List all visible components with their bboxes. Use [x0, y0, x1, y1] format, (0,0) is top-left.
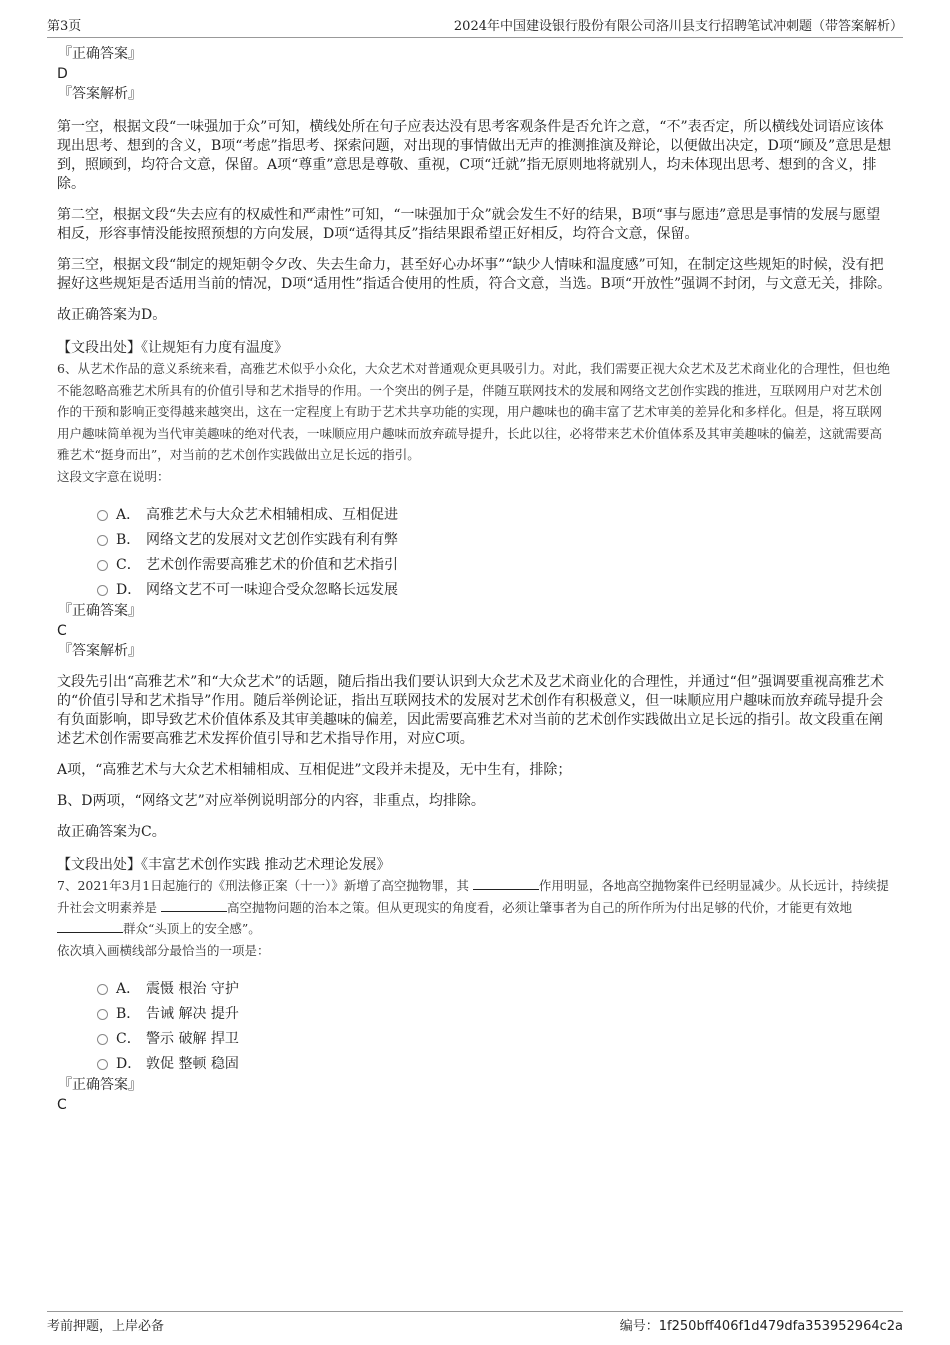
- answer-label: 『正确答案』: [58, 1077, 142, 1093]
- analysis-paragraph: A项，“高雅艺术与大众艺术相辅相成、互相促进”文段并未提及，无中生有，排除；: [57, 762, 572, 778]
- analysis-paragraph: 文段先引出“高雅艺术”和“大众艺术”的话题，随后指出我们要认识到大众艺术及艺术商业化的合理性，并通过“但”强调要重视高雅艺术的“价值引导和艺术指导”作用。随后举例论证，指出互联网技术的发展对艺术创作有积极意义，但一味顺应用户趣味而放弃疏导提升会有负面影响，即导致艺术价值体系及其审美趣味的偏差，因此需要高雅艺术对当前的艺术创作实践做出立足长远的指引。故文段重在阐述艺术创作需要高雅艺术发挥价值引导和艺术指导作用，对应C项。: [57, 674, 884, 747]
- option-d[interactable]: D． 敦促 整顿 稳固: [97, 1050, 893, 1075]
- question-prompt: 依次填入画横线部分最恰当的一项是：: [57, 942, 270, 958]
- option-list: [97, 975, 893, 1075]
- answer-label: 『正确答案』: [58, 46, 142, 62]
- radio-icon[interactable]: [97, 510, 108, 521]
- analysis-conclusion: 故正确答案为C。: [57, 824, 166, 840]
- passage-source: 【文段出处】《让规矩有力度有温度》: [57, 340, 288, 356]
- page-header: [47, 14, 903, 38]
- correct-answer: C: [57, 623, 67, 639]
- analysis-paragraph: 第三空，根据文段“制定的规矩朝令夕改、失去生命力，甚至好心办坏事”“缺少人情味和温度感”可知，在制定这些规矩的时候，没有把握好这些规矩是否适用当前的情况，D项“适用性”指适合使用的性质，符合文意，当选。B项“开放性”强调不封闭，与文意无关，排除。: [57, 257, 892, 292]
- fill-blank: [473, 877, 539, 890]
- radio-icon[interactable]: [97, 1009, 108, 1020]
- option-a[interactable]: A． 震慑 根治 守护: [97, 975, 893, 1000]
- option-d[interactable]: D． 网络文艺不可一味迎合受众忽略长远发展: [97, 576, 893, 601]
- option-c[interactable]: C． 警示 破解 捍卫: [97, 1025, 893, 1050]
- page-footer: [47, 1311, 903, 1334]
- analysis-paragraph: 第二空，根据文段“失去应有的权威性和严肃性”可知，“一味强加于众”就会发生不好的结果，B项“事与愿违”意思是事情的发展与愿望相反，形容事情没能按照预想的方向发展，D项“适得其反”指结果跟希望正好相反，均符合文意，保留。: [57, 207, 881, 242]
- radio-icon[interactable]: [97, 1059, 108, 1070]
- fill-blank: [161, 899, 227, 912]
- page-number: 第3页: [47, 19, 82, 34]
- option-b[interactable]: B． 告诫 解决 提升: [97, 1000, 893, 1025]
- analysis-label: 『答案解析』: [58, 86, 142, 102]
- document-title: 2024年中国建设银行股份有限公司洛川县支行招聘笔试冲刺题（带答案解析）: [453, 19, 903, 34]
- question-prompt: 这段文字意在说明：: [57, 468, 170, 484]
- correct-answer: D: [57, 66, 68, 82]
- correct-answer: C: [57, 1097, 67, 1113]
- answer-label: 『正确答案』: [58, 603, 142, 619]
- radio-icon[interactable]: [97, 535, 108, 546]
- option-a[interactable]: A． 高雅艺术与大众艺术相辅相成、互相促进: [97, 501, 893, 526]
- footer-slogan: 考前押题，上岸必备: [47, 1319, 165, 1334]
- radio-icon[interactable]: [97, 984, 108, 995]
- analysis-paragraph: 第一空，根据文段“一味强加于众”可知，横线处所在句子应表达没有思考客观条件是否允许之意，“不”表否定，所以横线处词语应该体现出思考、想到的含义，B项“考虑”指思考、探索问题，对出现的事情做出无声的推测推演及辩论，以便做出决定，D项“顾及”意思是想到，照顾到，均符合文意，保留。A项“尊重”意思是尊敬、重视，C项“迁就”指无原则地将就别人，均未体现出思考、想到的含义，排除。: [57, 119, 892, 192]
- question-stem: 7、2021年3月1日起施行的《刑法修正案（十一）》新增了高空抛物罪，其 作用明显，各地高空抛物案件已经明显减少。从长远计，持续提升社会文明素养是 高空抛物问题的治本之策。但从更现实的角度看，必须让肇事者为自己的所作所为付出足够的代价，才能更有效地 群众“头顶上的安全感”。: [57, 878, 889, 936]
- radio-icon[interactable]: [97, 560, 108, 571]
- radio-icon[interactable]: [97, 1034, 108, 1045]
- option-c[interactable]: C． 艺术创作需要高雅艺术的价值和艺术指引: [97, 551, 893, 576]
- question-stem: 6、从艺术作品的意义系统来看，高雅艺术似乎小众化，大众艺术对普通观众更具吸引力。对此，我们需要正视大众艺术及艺术商业化的合理性，但也绝不能忽略高雅艺术所具有的价值引导和艺术指导的作用。一个突出的例子是，伴随互联网技术的发展和网络文艺创作实践的推进，互联网用户对艺术创作的干预和影响正变得越来越突出，这在一定程度上有助于艺术共享功能的实现，用户趣味也的确丰富了艺术审美的差异化和多样化。但是，将互联网用户趣味简单视为当代审美趣味的绝对代表，一味顺应用户趣味而放弃疏导提升，长此以往，必将带来艺术价值体系及其审美趣味的偏差，这就需要高雅艺术“挺身而出”，对当前的艺术创作实践做出立足长远的指引。: [57, 361, 890, 462]
- fill-blank: [57, 920, 123, 933]
- analysis-conclusion: 故正确答案为D。: [57, 307, 167, 323]
- analysis-paragraph: B、D两项，“网络文艺”对应举例说明部分的内容，非重点，均排除。: [57, 793, 485, 809]
- analysis-label: 『答案解析』: [58, 643, 142, 659]
- option-list: [97, 501, 893, 601]
- passage-source: 【文段出处】《丰富艺术创作实践 推动艺术理论发展》: [57, 857, 391, 873]
- document-id: 编号：1f250bff406f1d479dfa353952964c2a: [619, 1319, 903, 1334]
- page-content: [57, 44, 893, 1115]
- radio-icon[interactable]: [97, 585, 108, 596]
- option-b[interactable]: B． 网络文艺的发展对文艺创作实践有利有弊: [97, 526, 893, 551]
